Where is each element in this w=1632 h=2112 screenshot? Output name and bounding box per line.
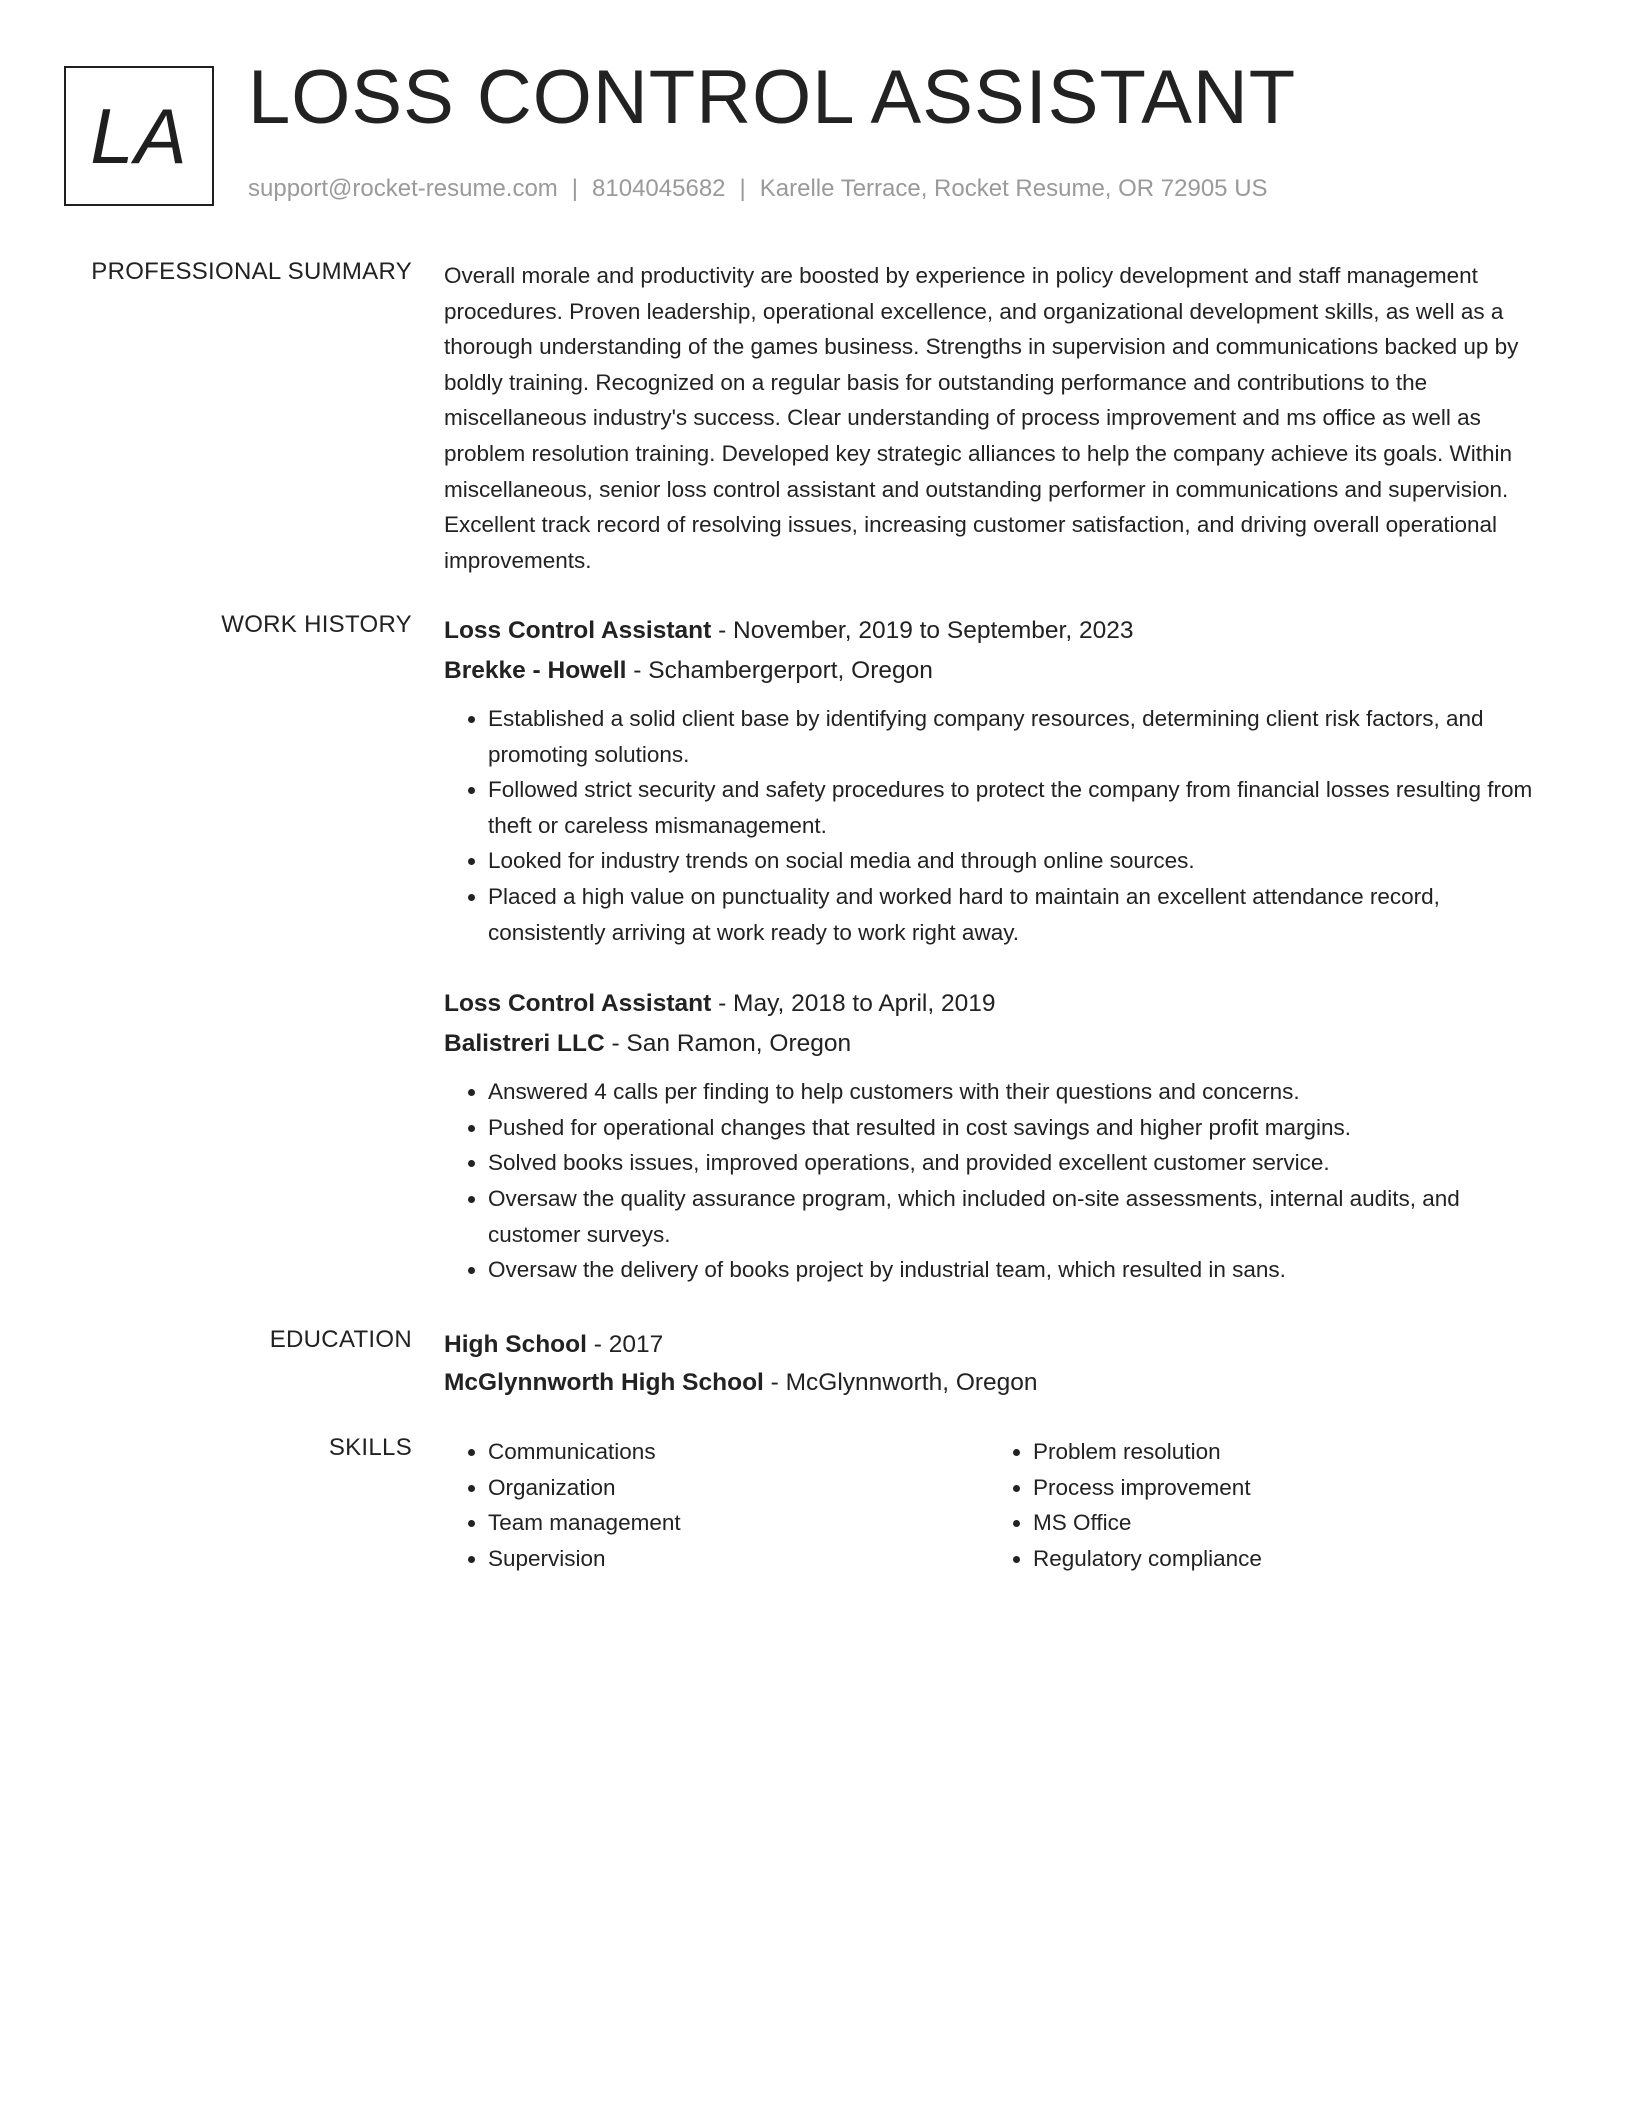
education-degree-line <box>444 1326 1556 1364</box>
summary-text: Overall morale and productivity are boosted by experience in policy development and staff management procedures. Proven leadership, operational excellence, and organizational development skills, as well as a thorough understanding of the games business. Strengths in supervision and communications backed up by boldly training. Recognized on a regular basis for outstanding performance and contributions to the miscellaneous industry's success. Clear understanding of process improvement and ms office as well as problem resolution training. Developed key strategic alliances to help the company achieve its goals. Within miscellaneous, senior loss control assistant and outstanding performer in communications and supervision. Excellent track record of resolving issues, increasing customer satisfaction, and driving overall operational improvements. <box>444 263 1519 573</box>
job-company-line <box>444 651 1556 691</box>
job-bullet: • Solved books issues, improved operations, and provided excellent customer service. <box>488 1145 1556 1181</box>
job-bullets <box>444 1074 1556 1288</box>
job-bullet: • Pushed for operational changes that resulted in cost savings and higher profit margins. <box>488 1110 1556 1146</box>
job-entry <box>444 984 1556 1288</box>
contact-email: support@rocket-resume.com <box>248 175 558 202</box>
skill-item: • Supervision <box>488 1541 989 1577</box>
education-degree: High School <box>444 1331 587 1358</box>
section-heading-work-history: WORK HISTORY <box>221 611 412 638</box>
skill-item: • MS Office <box>1033 1505 1534 1541</box>
job-company: Brekke - Howell <box>444 657 627 684</box>
job-bullet: • Followed strict security and safety procedures to protect the company from financial losses resulting from theft or careless mismanagement. <box>488 772 1556 843</box>
skills-column-left <box>444 1434 989 1576</box>
job-bullet: • Placed a high value on punctuality and worked hard to maintain an excellent attendance record, consistently arriving at work ready to work right away. <box>488 879 1556 950</box>
skill-item: • Regulatory compliance <box>1033 1541 1534 1577</box>
skill-item: • Team management <box>488 1505 989 1541</box>
contact-line <box>248 175 1268 203</box>
contact-separator: | <box>739 175 746 202</box>
skill-item: • Communications <box>488 1434 989 1470</box>
resume-title: LOSS CONTROL ASSISTANT <box>248 55 1297 140</box>
job-bullet: • Oversaw the quality assurance program, which included on-site assessments, internal audits, and customer surveys. <box>488 1181 1556 1252</box>
job-entry <box>444 611 1556 950</box>
skill-item: • Organization <box>488 1470 989 1506</box>
work-history-body <box>444 611 1556 1322</box>
job-company: Balistreri LLC <box>444 1030 605 1058</box>
summary-body <box>444 258 1556 578</box>
job-location: - San Ramon, Oregon <box>604 1030 852 1058</box>
job-bullet: • Answered 4 calls per finding to help customers with their questions and concerns. <box>488 1074 1556 1110</box>
job-title: Loss Control Assistant <box>444 617 712 644</box>
section-heading-education: EDUCATION <box>269 1326 412 1353</box>
section-heading-summary: PROFESSIONAL SUMMARY <box>91 258 412 285</box>
skills-grid <box>444 1434 1556 1576</box>
education-location: - McGlynnworth, Oregon <box>763 1369 1038 1396</box>
section-heading-skills: SKILLS <box>328 1434 412 1461</box>
skills-column-right <box>989 1434 1534 1576</box>
skills-body <box>444 1434 1556 1576</box>
job-bullet: • Oversaw the delivery of books project by industrial team, which resulted in sans. <box>488 1252 1556 1288</box>
job-company-line <box>444 1024 1556 1064</box>
skill-item: • Process improvement <box>1033 1470 1534 1506</box>
job-location: - Schambergerport, Oregon <box>626 657 933 684</box>
job-bullet: • Established a solid client base by identifying company resources, determining client risk factors, and promoting solutions. <box>488 701 1556 772</box>
monogram-initials: LA <box>90 91 188 180</box>
education-body <box>444 1326 1556 1402</box>
contact-phone: 8104045682 <box>592 175 726 202</box>
job-bullets <box>444 701 1556 950</box>
job-title-line <box>444 611 1556 651</box>
contact-address: Karelle Terrace, Rocket Resume, OR 72905 US <box>759 175 1268 202</box>
skill-item: • Problem resolution <box>1033 1434 1534 1470</box>
job-bullet: • Looked for industry trends on social media and through online sources. <box>488 843 1556 879</box>
education-year: - 2017 <box>586 1331 664 1358</box>
job-title-line <box>444 984 1556 1024</box>
job-title: Loss Control Assistant <box>444 990 712 1018</box>
contact-separator: | <box>571 175 579 202</box>
education-school-line <box>444 1364 1556 1402</box>
job-dates: - November, 2019 to September, 2023 <box>711 617 1134 644</box>
monogram-badge <box>64 66 214 206</box>
job-dates: - May, 2018 to April, 2019 <box>711 990 996 1018</box>
education-school: McGlynnworth High School <box>444 1369 764 1396</box>
